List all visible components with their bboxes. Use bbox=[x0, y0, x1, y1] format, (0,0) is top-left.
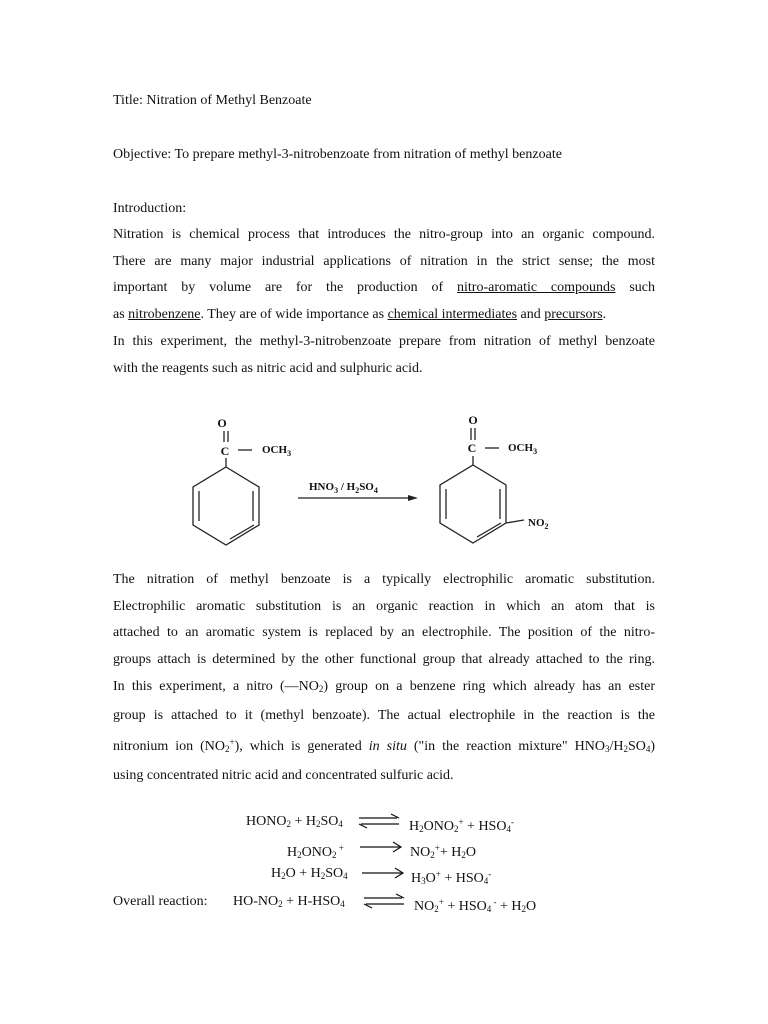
equation-1-left: $HONO_2 + H_2SO_4$ bbox=[246, 814, 343, 829]
ester-group-label: $OCH_3$ bbox=[262, 444, 292, 458]
para2-line-2: Electrophilic aromatic substitution is an organic reaction in which an atom that is bbox=[113, 598, 655, 614]
para2-line-4: groups attach is determined by the other functional group that already attached to the ring. bbox=[113, 652, 655, 668]
overall-reaction-label: Overall reaction: bbox=[113, 894, 208, 909]
para2-line-1: The nitration of methyl benzoate is a typically electrophilic aromatic substitution. bbox=[113, 572, 655, 587]
link-nitrobenzene[interactable]: nitrobenzene bbox=[128, 307, 201, 323]
intro-line-2: There are many major industrial applications of nitration in the strict sense; the most bbox=[113, 253, 655, 269]
intro-text: . bbox=[602, 307, 607, 323]
product-ester-label: $OCH_3$ bbox=[508, 442, 538, 456]
intro-line-4 bbox=[113, 302, 655, 329]
forward-arrow-icon bbox=[358, 840, 404, 854]
subscript: 4 bbox=[645, 744, 651, 755]
para2-line-8: using concentrated nitric acid and concentrated sulfuric acid. bbox=[113, 767, 454, 783]
link-nitro-aromatic-compounds[interactable]: nitro-aromatic compounds bbox=[457, 280, 616, 296]
subscript: 3 bbox=[604, 744, 610, 755]
methyl-benzoate-structure bbox=[193, 416, 291, 545]
subscript: 2 bbox=[318, 683, 324, 694]
para2-line-6: group is attached to it (methyl benzoate). The actual electrophile in the reaction is the bbox=[113, 707, 655, 723]
para2-text: ) group on a benzene ring which already has an ester bbox=[323, 678, 656, 694]
reagent-label: $HNO_3 / H_2SO_4$ bbox=[309, 481, 378, 495]
link-precursors[interactable]: precursors bbox=[544, 307, 603, 323]
equilibrium-arrow-icon bbox=[362, 892, 408, 910]
equation-3-right: $H_3O^+ + HSO_4^-$ bbox=[411, 869, 492, 886]
equation-4-left: $HO-NO_2 + H-HSO_4$ bbox=[233, 894, 345, 909]
product-carbonyl-oxygen-label: O bbox=[468, 413, 478, 427]
intro-line-6: with the reagents such as nitric acid and sulphuric acid. bbox=[113, 360, 423, 376]
subscript: 2 bbox=[623, 744, 628, 755]
product-carbonyl-carbon-label: C bbox=[467, 441, 477, 455]
introduction-paragraph bbox=[113, 222, 655, 382]
carbonyl-oxygen-label: O bbox=[217, 416, 227, 430]
introduction-heading: Introduction: bbox=[113, 201, 187, 216]
intro-text: and bbox=[520, 307, 541, 323]
intro-line-1: Nitration is chemical process that introduces the nitro-group into an organic compound. bbox=[113, 227, 655, 242]
document-title: Title: Nitration of Methyl Benzoate bbox=[113, 93, 312, 108]
intro-line-3 bbox=[113, 275, 655, 302]
para2-text: /H bbox=[609, 739, 624, 755]
intro-text: such bbox=[629, 280, 656, 296]
equation-4-right: $NO_2^+ + HSO_4$ $^- + H_2O$ bbox=[414, 897, 537, 914]
para2-text: ) bbox=[650, 739, 656, 755]
equation-1-right: $H_2ONO_2^+ + HSO_4^-$ bbox=[409, 817, 514, 834]
in-situ-italic: in situ bbox=[368, 739, 407, 755]
carbonyl-carbon-label: C bbox=[220, 444, 230, 458]
mechanism-paragraph bbox=[113, 567, 655, 790]
para2-text: In this experiment, a nitro (—NO bbox=[113, 678, 319, 694]
intro-text: important by volume are for the production of bbox=[113, 280, 444, 296]
subscript: 2 bbox=[225, 744, 230, 755]
equation-2-right: $NO_2^++ H_2O$ bbox=[410, 843, 476, 860]
equilibrium-arrow-icon bbox=[357, 812, 403, 830]
objective-line: Objective: To prepare methyl-3-nitrobenzoate from nitration of methyl benzoate bbox=[113, 147, 562, 162]
intro-line-5: In this experiment, the methyl-3-nitrobenzoate prepare from nitration of methyl benzoate bbox=[113, 333, 655, 349]
equation-3-left: $H_2O + H_2SO_4$ bbox=[271, 866, 348, 881]
para2-text: ("in the reaction mixture" HNO bbox=[413, 739, 605, 755]
intro-text: as bbox=[113, 307, 125, 323]
forward-arrow-icon bbox=[360, 866, 406, 880]
para2-text: SO bbox=[627, 739, 646, 755]
intro-text: . They are of wide importance as bbox=[200, 307, 385, 323]
superscript: + bbox=[229, 737, 235, 748]
methyl-3-nitrobenzoate-structure bbox=[440, 413, 549, 543]
para2-line-7 bbox=[113, 729, 655, 763]
nitro-group-label: $NO_2$ bbox=[528, 517, 549, 531]
equation-2-left: $H_2ONO_2$ + bbox=[287, 843, 344, 860]
para2-line-5 bbox=[113, 674, 655, 703]
para2-text: ), which is generated bbox=[234, 739, 362, 755]
para2-line-3: attached to an aromatic system is replaced by an electrophile. The position of the nitro- bbox=[113, 625, 655, 641]
para2-text: nitronium ion (NO bbox=[113, 739, 226, 755]
link-chemical-intermediates[interactable]: chemical intermediates bbox=[387, 307, 518, 323]
